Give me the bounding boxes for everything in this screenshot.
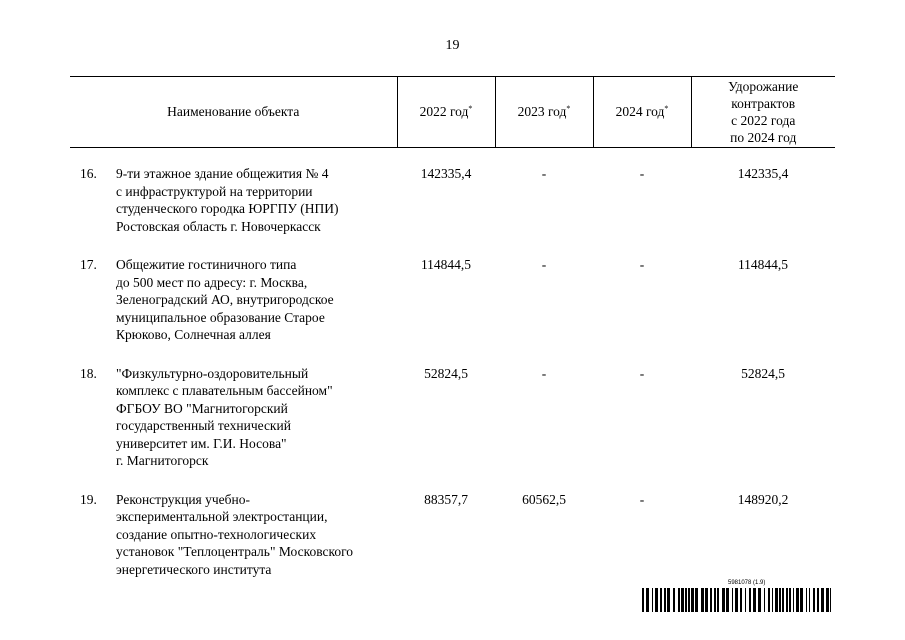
object-cell: [70, 239, 397, 348]
barcode-bar: [667, 588, 670, 612]
object-cell: [70, 148, 397, 240]
value-2022: 114844,5: [420, 257, 472, 272]
barcode-bar: [652, 588, 653, 612]
value-2022: 142335,4: [420, 166, 472, 181]
barcode-bar: [764, 588, 765, 612]
barcode-label: 5981078 (1.9): [728, 580, 766, 586]
barcode-bar: [701, 588, 704, 612]
barcode-bar: [768, 588, 770, 612]
barcode-bar: [726, 588, 729, 612]
objects-table: [70, 76, 835, 582]
barcode-bar: [745, 588, 746, 612]
barcode-bar: [660, 588, 662, 612]
footnote-mark: *: [468, 104, 473, 114]
value-2024: -: [639, 365, 645, 381]
object-cell: [70, 474, 397, 583]
barcode-bar: [705, 588, 708, 612]
value-2022: 52824,5: [424, 365, 468, 381]
barcode-bar: [688, 588, 690, 612]
value-2023: -: [541, 257, 547, 272]
table-row: [70, 239, 835, 348]
barcode-bar: [722, 588, 725, 612]
value-2024: -: [639, 166, 645, 181]
barcode-bar: [796, 588, 799, 612]
header-cost-increase: Удорожание контрактов с 2022 года по 2024 год: [691, 77, 835, 148]
document-barcode: [642, 580, 834, 614]
value-2023: -: [541, 365, 547, 381]
row-number: 17.: [80, 257, 97, 272]
barcode-bar: [685, 588, 687, 612]
value-2022: 88357,7: [424, 491, 468, 507]
barcode-bar: [779, 588, 781, 612]
barcode-bar: [664, 588, 666, 612]
header-year-2024: 2024 год*: [593, 77, 691, 148]
barcode-bar: [695, 588, 698, 612]
row-number: 19.: [80, 491, 97, 507]
barcode-bar: [691, 588, 694, 612]
row-number: 16.: [80, 166, 97, 181]
barcode-bar: [806, 588, 807, 612]
barcode-bar: [821, 588, 824, 612]
barcode-bar: [782, 588, 784, 612]
barcode-bar: [646, 588, 649, 612]
barcode-bar: [710, 588, 712, 612]
table-row: [70, 474, 835, 583]
header-year-2023: 2023 год*: [495, 77, 593, 148]
footnote-mark: *: [664, 104, 669, 114]
barcode-bar: [753, 588, 756, 612]
barcode-bar: [826, 588, 829, 612]
barcode-bar: [717, 588, 719, 612]
header-year-2022: 2022 год*: [397, 77, 495, 148]
barcode-bar: [793, 588, 794, 612]
barcode-bar: [758, 588, 761, 612]
barcode-bar: [800, 588, 803, 612]
barcode-bar: [735, 588, 738, 612]
barcode-bar: [681, 588, 684, 612]
barcode-bar: [749, 588, 751, 612]
barcode-bar: [740, 588, 742, 612]
table-row: [70, 148, 835, 240]
value-total: 142335,4: [737, 166, 789, 181]
value-2024: -: [639, 491, 645, 507]
value-total: 114844,5: [737, 257, 789, 272]
barcode-bar: [642, 588, 644, 612]
barcode-bar: [809, 588, 810, 612]
object-cell: [70, 348, 397, 474]
barcode-bar: [789, 588, 791, 612]
page-number: 19: [445, 38, 460, 53]
barcode-bar: [678, 588, 680, 612]
footnote-mark: *: [566, 104, 571, 114]
object-name: Общежитие гостиничного типа до 500 мест по адресу: г. Москва, Зеленоградский АО, внутригородское муниципальное образование Старое Крюково, Солнечная аллея: [116, 257, 334, 342]
barcode-bar: [830, 588, 831, 612]
barcode-bar: [817, 588, 819, 612]
barcode-bar: [813, 588, 815, 612]
header-object-name: Наименование объекта: [70, 77, 397, 148]
row-number: 18.: [80, 365, 97, 381]
value-2024: -: [639, 257, 645, 272]
barcode-bar: [732, 588, 733, 612]
barcode-bar: [673, 588, 675, 612]
barcode-bar: [655, 588, 658, 612]
barcode-bar: [772, 588, 773, 612]
barcode-bar: [775, 588, 778, 612]
value-2023: 60562,5: [522, 491, 566, 507]
value-total: 148920,2: [737, 491, 789, 507]
object-name: 9-ти этажное здание общежития № 4 с инфраструктурой на территории студенческого городка ЮРГПУ (НПИ) Ростовская область г. Новочеркасск: [116, 166, 339, 234]
value-total: 52824,5: [741, 365, 785, 381]
table-row: [70, 348, 835, 474]
value-2023: -: [541, 166, 547, 181]
barcode-bar: [786, 588, 788, 612]
barcode-bar: [714, 588, 716, 612]
object-name: "Физкультурно-оздоровительный комплекс с плавательным бассейном" ФГБОУ ВО "Магнитогорский государственный технический университет им. Г.И. Носова" г. Магнитогорск: [116, 365, 333, 468]
object-name: Реконструкция учебно- экспериментальной электростанции, создание опытно-технологических установок "Теплоцентраль" Московского энергетического института: [116, 491, 354, 577]
table-header-row: [70, 77, 835, 148]
barcode-icon: [642, 588, 834, 612]
